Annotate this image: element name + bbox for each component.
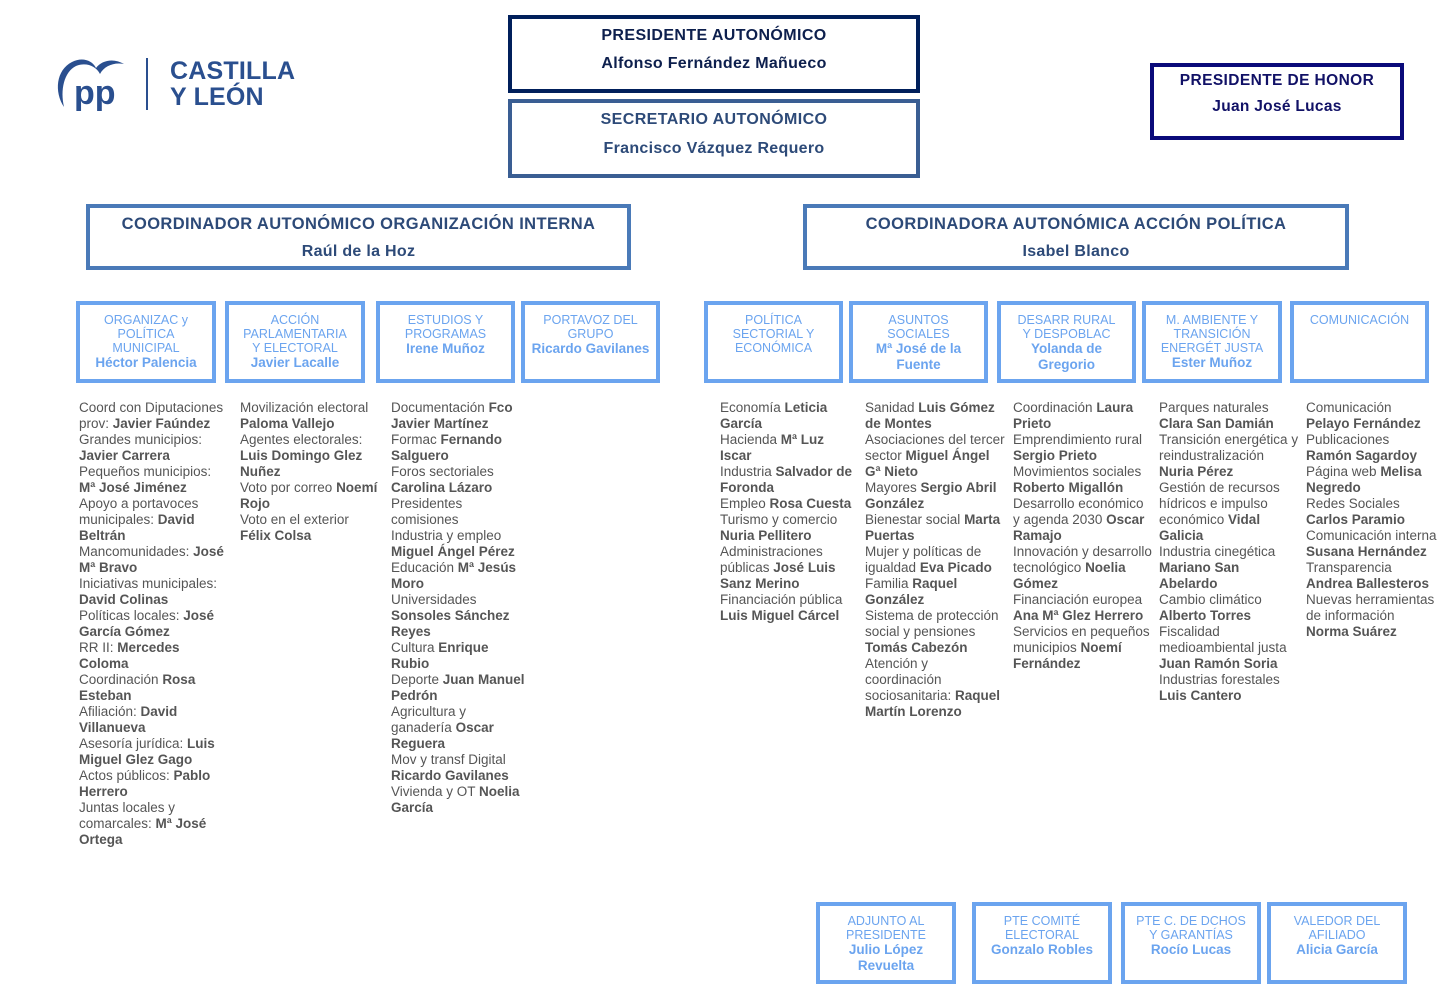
list-item (79, 576, 217, 607)
coordinator-internal-box (86, 204, 631, 270)
member-name: Paloma Vallejo (240, 416, 335, 431)
list-item (720, 512, 837, 543)
list-item (865, 608, 999, 655)
member-name: Luis Cantero (1159, 688, 1242, 703)
member-name: Mª Luz Iscar (720, 432, 825, 463)
department-title: COMUNICACIÓN (1309, 313, 1410, 327)
role-label: Agentes electorales: (240, 432, 363, 447)
list-item (240, 480, 377, 511)
role-label: Desarrollo económico y agenda 2030 (1013, 496, 1144, 527)
list-item (1306, 528, 1437, 559)
role-label: Servicios en pequeños municipios (1013, 624, 1150, 655)
adjunct-box (972, 902, 1112, 984)
list-item (1013, 464, 1141, 495)
coordinator-political-box (803, 204, 1349, 270)
member-name: Luis Gómez de Montes (865, 400, 995, 431)
secretary-title: SECRETARIO AUTONÓMICO (600, 111, 828, 128)
department-title: ACCIÓN PARLAMENTARIA Y ELECTORAL (243, 313, 347, 355)
list-item (391, 752, 509, 783)
department-title: PORTAVOZ DEL GRUPO (543, 313, 638, 341)
member-name: Carlos Paramio (1306, 512, 1406, 527)
honor-title: PRESIDENTE DE HONOR (1179, 72, 1375, 89)
role-label: Gestión de recursos hídricos e impulso económico (1159, 480, 1280, 527)
department-member-list (1159, 400, 1299, 704)
logo-mark: pp (74, 74, 116, 112)
list-item (391, 784, 520, 815)
list-item (1159, 624, 1287, 671)
member-name: Sergio Abril González (865, 480, 997, 511)
list-item (1159, 432, 1298, 479)
member-name: Félix Colsa (240, 528, 312, 543)
role-label: Industrias forestales (1159, 672, 1280, 687)
honor-name: Juan José Lucas (1212, 98, 1342, 115)
department-box (376, 301, 515, 383)
department-member-list (720, 400, 855, 624)
member-name: Juan Manuel Pedrón (391, 672, 525, 703)
department-member-list (865, 400, 1005, 720)
member-name: Mª Jesús Moro (391, 560, 517, 591)
role-label: Apoyo a portavoces municipales: (79, 496, 199, 527)
secretary-box (508, 99, 920, 178)
list-item (1306, 432, 1417, 463)
list-item (1159, 544, 1275, 591)
member-name: David Villanueva (79, 704, 178, 735)
role-label: Foros sectoriales (391, 464, 494, 479)
role-label: Movimientos sociales (1013, 464, 1142, 479)
member-name: Laura Prieto (1013, 400, 1134, 431)
list-item (720, 432, 824, 463)
department-box (521, 301, 660, 383)
department-head: Javier Lacalle (250, 355, 340, 370)
member-name: Clara San Damián (1159, 416, 1274, 431)
list-item (79, 432, 202, 463)
member-name: David Colinas (79, 592, 169, 607)
list-item (720, 592, 842, 623)
list-item (1013, 496, 1144, 543)
member-name: Juan Ramón Soria (1159, 656, 1278, 671)
member-name: Luis Domingo Glez Nuñez (240, 448, 363, 479)
role-label: Voto en el exterior (240, 512, 349, 527)
list-item (391, 496, 462, 527)
list-item (1306, 464, 1422, 495)
list-item (865, 656, 1000, 719)
member-name: Noemí Rojo (240, 480, 378, 511)
role-label: Juntas locales y comarcales: (79, 800, 176, 831)
adjunct-title: VALEDOR DEL AFILIADO (1293, 914, 1381, 942)
role-label: RR II: (79, 640, 118, 655)
department-box (225, 301, 365, 383)
member-name: Raquel Martín Lorenzo (865, 688, 1001, 719)
list-item (79, 464, 211, 495)
secretary-name: Francisco Vázquez Requero (603, 140, 825, 157)
adjunct-name: Alicia García (1296, 942, 1378, 957)
role-label: Atención y coordinación sociosanitaria: (865, 656, 956, 703)
adjunct-box (816, 902, 956, 984)
coordinator-name: Raúl de la Hoz (301, 243, 416, 260)
list-item (1306, 592, 1434, 639)
list-item (391, 704, 494, 751)
list-item (1159, 592, 1262, 623)
list-item (79, 608, 214, 639)
member-name: Miguel Ángel Pérez (391, 544, 515, 559)
member-name: Luis Miguel Cárcel (720, 608, 840, 623)
list-item (391, 592, 510, 639)
role-label: Universidades (391, 592, 477, 607)
department-title: DESARR RURAL Y DESPOBLAC (1017, 313, 1116, 341)
role-label: Grandes municipios: (79, 432, 203, 447)
coordinator-title: COORDINADORA AUTONÓMICA ACCIÓN POLÍTICA (865, 215, 1287, 233)
department-head: Ricardo Gavilanes (531, 341, 650, 356)
president-box (508, 15, 920, 93)
member-name: David Beltrán (79, 512, 195, 543)
department-member-list (391, 400, 526, 816)
department-title: POLÍTICA SECTORIAL Y ECONÓMICA (732, 313, 815, 355)
list-item (391, 432, 502, 463)
list-item (865, 512, 1000, 543)
list-item (79, 768, 210, 799)
member-name: José Mª Bravo (79, 544, 224, 575)
member-name: Miguel Ángel Gª Nieto (865, 448, 990, 479)
role-label: Iniciativas municipales: (79, 576, 218, 591)
role-label: Cambio climático (1159, 592, 1262, 607)
party-logo (52, 52, 312, 120)
role-label: Hacienda (720, 432, 781, 447)
department-head: Irene Muñoz (406, 341, 485, 356)
list-item (79, 704, 177, 735)
role-label: Documentación (391, 400, 489, 415)
president-title: PRESIDENTE AUTONÓMICO (601, 27, 827, 44)
list-item (79, 400, 223, 431)
role-label: Educación (391, 560, 458, 575)
list-item (1013, 432, 1142, 463)
role-label: Empleo (720, 496, 770, 511)
department-head: Ester Muñoz (1171, 355, 1253, 370)
member-name: Sergio Prieto (1013, 448, 1098, 463)
list-item (391, 400, 513, 431)
list-item (720, 544, 836, 591)
list-item (720, 496, 851, 511)
list-item (865, 480, 997, 511)
role-label: Emprendimiento rural (1013, 432, 1143, 447)
adjunct-title: PTE C. DE DCHOS Y GARANTÍAS (1136, 914, 1246, 942)
list-item (720, 400, 827, 431)
logo-line1: CASTILLA (170, 57, 296, 85)
department-head: Héctor Palencia (95, 355, 197, 370)
member-name: Rosa Esteban (79, 672, 196, 703)
member-name: Enrique Rubio (391, 640, 489, 671)
logo-line2: Y LEÓN (170, 83, 264, 111)
role-label: Presidentes comisiones (391, 496, 463, 527)
role-label: Comunicación (1306, 400, 1392, 415)
member-name: Noemí Fernández (1013, 640, 1122, 671)
member-name: Susana Hernández (1306, 544, 1427, 559)
member-name: José Luis Sanz Merino (720, 560, 836, 591)
list-item (720, 464, 852, 495)
role-label: Actos públicos: (79, 768, 174, 783)
role-label: Industria (720, 464, 776, 479)
member-name: Ana Mª Glez Herrero (1013, 608, 1144, 623)
department-head: Yolanda de Gregorio (1030, 341, 1102, 372)
member-name: Oscar Reguera (391, 720, 494, 751)
member-name: Vidal Galicia (1159, 512, 1261, 543)
role-label: Coordinación (1013, 400, 1097, 415)
role-label: Nuevas herramientas de información (1306, 592, 1435, 623)
list-item (391, 672, 525, 703)
member-name: Alberto Torres (1159, 608, 1252, 623)
member-name: Melisa Negredo (1306, 464, 1422, 495)
member-name: Salvador de Foronda (720, 464, 853, 495)
list-item (1306, 400, 1421, 431)
member-name: Pelayo Fernández (1306, 416, 1421, 431)
list-item (79, 800, 206, 847)
member-name: Pablo Herrero (79, 768, 211, 799)
role-label: Coord con Diputaciones prov: (79, 400, 224, 431)
role-label: Financiación europea (1013, 592, 1143, 607)
member-name: Noelia García (391, 784, 520, 815)
member-name: Fernando Salguero (391, 432, 503, 463)
member-name: Ricardo Gavilanes (391, 768, 509, 783)
list-item (865, 400, 995, 431)
coordinator-name: Isabel Blanco (1022, 243, 1130, 260)
role-label: Administraciones públicas (720, 544, 823, 575)
role-label: Políticas locales: (79, 608, 184, 623)
list-item (79, 544, 224, 575)
role-label: Comunicación interna (1306, 528, 1437, 543)
adjunct-title: ADJUNTO AL PRESIDENTE (846, 914, 926, 942)
role-label: Afiliación: (79, 704, 141, 719)
member-name: Sonsoles Sánchez Reyes (391, 608, 510, 639)
role-label: Página web (1306, 464, 1381, 479)
role-label: Cultura (391, 640, 439, 655)
list-item (1159, 400, 1274, 431)
role-label: Sistema de protección social y pensiones (865, 608, 999, 639)
department-title: M. AMBIENTE Y TRANSICIÓN ENERGÉT JUSTA (1160, 313, 1264, 355)
role-label: Mayores (865, 480, 921, 495)
member-name: Norma Suárez (1306, 624, 1397, 639)
member-name: Raquel González (865, 576, 958, 607)
role-label: Fiscalidad medioambiental justa (1159, 624, 1287, 655)
department-title: ASUNTOS SOCIALES (887, 313, 950, 341)
member-name: Rosa Cuesta (769, 496, 852, 511)
role-label: Pequeños municipios: (79, 464, 212, 479)
role-label: Agricultura y ganadería (391, 704, 467, 735)
role-label: Vivienda y OT (391, 784, 480, 799)
role-label: Mov y transf Digital (391, 752, 506, 767)
member-name: Noelia Gómez (1013, 560, 1126, 591)
adjunct-box (1121, 902, 1261, 984)
role-label: Sanidad (865, 400, 919, 415)
role-label: Voto por correo (240, 480, 337, 495)
role-label: Turismo y comercio (720, 512, 838, 527)
coordinator-title: COORDINADOR AUTONÓMICO ORGANIZACIÓN INTERNA (121, 215, 596, 233)
member-name: Mariano San Abelardo (1159, 560, 1240, 591)
role-label: Mujer y políticas de igualdad (865, 544, 982, 575)
role-label: Familia (865, 576, 913, 591)
member-name: Tomás Cabezón (865, 640, 968, 655)
member-name: Luis Miguel Glez Gago (79, 736, 215, 767)
member-name: Mercedes Coloma (79, 640, 180, 671)
role-label: Asesoría jurídica: (79, 736, 188, 751)
department-box (1290, 301, 1429, 383)
role-label: Innovación y desarrollo tecnológico (1013, 544, 1152, 575)
list-item (865, 432, 1005, 479)
role-label: Transición energética y reindustralización (1159, 432, 1299, 463)
department-box (1142, 301, 1282, 383)
role-label: Industria y empleo (391, 528, 502, 543)
list-item (1159, 672, 1280, 703)
department-title: ESTUDIOS Y PROGRAMAS (404, 313, 487, 341)
role-label: Economía (720, 400, 785, 415)
list-item (391, 528, 515, 559)
member-name: Carolina Lázaro (391, 480, 493, 495)
role-label: Bienestar social (865, 512, 965, 527)
list-item (1013, 624, 1150, 671)
list-item (1013, 592, 1143, 623)
adjunct-name: Rocío Lucas (1150, 942, 1232, 957)
list-item (1306, 496, 1405, 527)
department-member-list (1306, 400, 1438, 640)
role-label: Redes Sociales (1306, 496, 1400, 511)
member-name: Roberto Migallón (1013, 480, 1124, 495)
department-box (704, 301, 843, 383)
list-item (79, 736, 215, 767)
member-name: Mª José Jiménez (79, 480, 187, 495)
member-name: Mª José Ortega (79, 816, 207, 847)
list-item (865, 576, 957, 607)
department-member-list (1013, 400, 1153, 672)
list-item (79, 640, 180, 671)
list-item (391, 464, 494, 495)
pp-gull-icon (52, 52, 132, 118)
department-box (997, 301, 1136, 383)
member-name: Marta Puertas (865, 512, 1001, 543)
adjunct-box (1267, 902, 1407, 984)
list-item (391, 560, 516, 591)
logo-text (170, 58, 295, 110)
list-item (391, 640, 489, 671)
role-label: Industria cinegética (1159, 544, 1276, 559)
list-item (1013, 544, 1152, 591)
list-item (865, 544, 992, 575)
adjunct-name: Julio López Revuelta (848, 942, 924, 973)
member-name: Andrea Ballesteros (1306, 576, 1430, 591)
role-label: Coordinación (79, 672, 163, 687)
list-item (240, 512, 349, 543)
list-item (79, 496, 198, 543)
member-name: José García Gómez (79, 608, 215, 639)
department-box (849, 301, 988, 383)
department-member-list (240, 400, 380, 544)
department-title: ORGANIZAC y POLÍTICA MUNICIPAL (103, 313, 189, 355)
adjunct-name: Gonzalo Robles (990, 942, 1093, 957)
list-item (240, 432, 362, 479)
list-item (79, 672, 195, 703)
member-name: Javier Carrera (79, 448, 170, 463)
role-label: Transparencia (1306, 560, 1392, 575)
member-name: Oscar Ramajo (1013, 512, 1145, 543)
role-label: Deporte (391, 672, 443, 687)
member-name: Nuria Pellitero (720, 528, 812, 543)
role-label: Formac (391, 432, 441, 447)
role-label: Publicaciones (1306, 432, 1390, 447)
list-item (1159, 480, 1280, 543)
role-label: Parques naturales (1159, 400, 1269, 415)
member-name: Nuria Pérez (1159, 464, 1234, 479)
logo-divider (146, 58, 148, 110)
adjunct-title: PTE COMITÉ ELECTORAL (1003, 914, 1081, 942)
president-name: Alfonso Fernández Mañueco (601, 55, 827, 72)
department-head: Mª José de la Fuente (875, 341, 962, 372)
role-label: Asociaciones del tercer sector (865, 432, 1005, 463)
list-item (1013, 400, 1133, 431)
member-name: Eva Picado (919, 560, 992, 575)
honor-president-box (1150, 63, 1404, 140)
role-label: Mancomunidades: (79, 544, 194, 559)
department-box (76, 301, 216, 383)
member-name: Ramón Sagardoy (1306, 448, 1418, 463)
member-name: Leticia García (720, 400, 828, 431)
member-name: Fco Javier Martínez (391, 400, 513, 431)
member-name: Javier Faúndez (112, 416, 211, 431)
role-label: Movilización electoral (240, 400, 369, 415)
role-label: Financiación pública (720, 592, 843, 607)
department-member-list (79, 400, 224, 848)
list-item (240, 400, 368, 431)
list-item (1306, 560, 1429, 591)
